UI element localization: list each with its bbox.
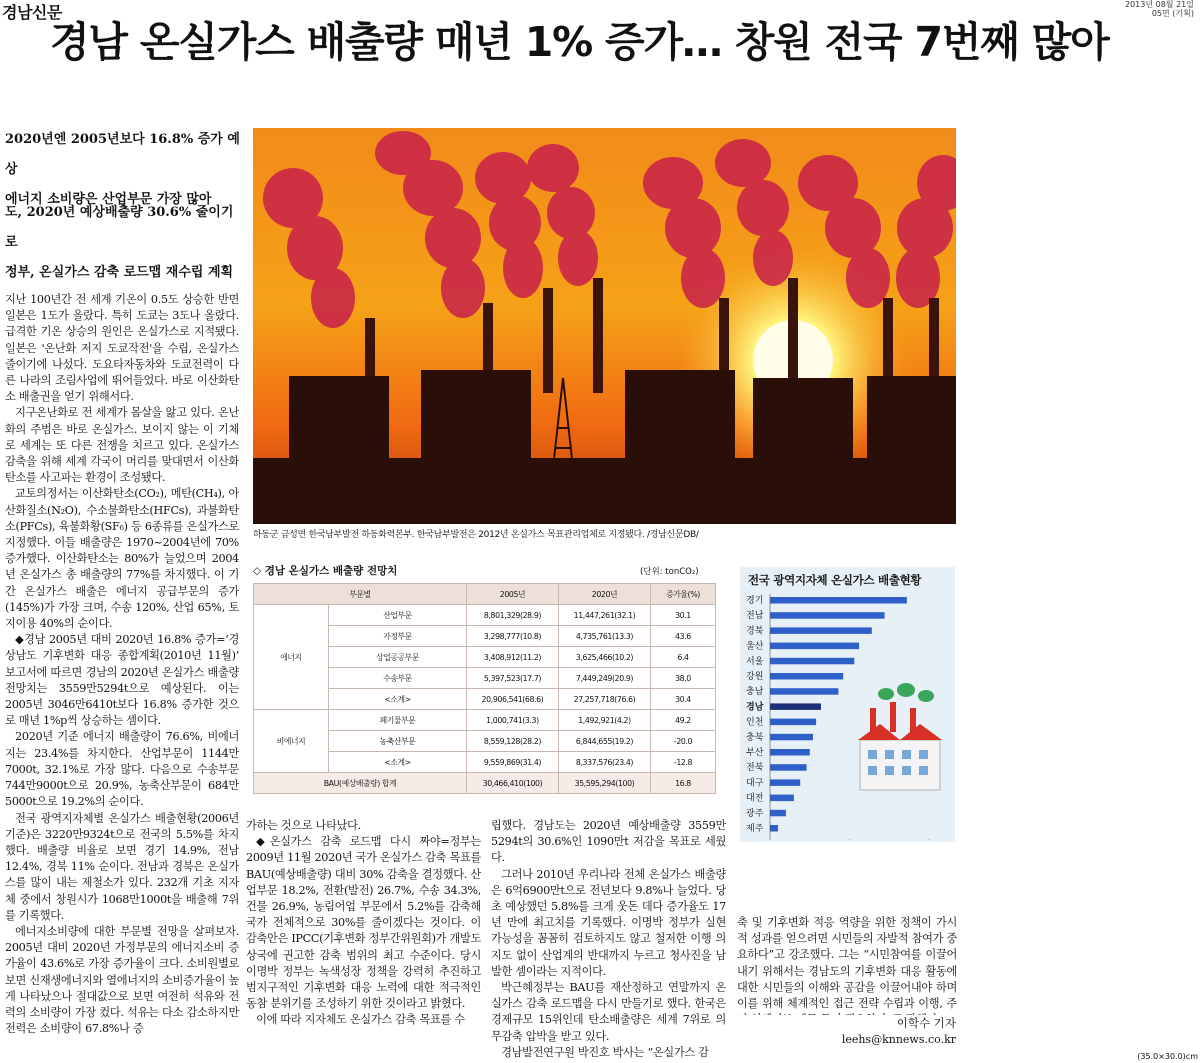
- table-cell: 30.1: [651, 605, 716, 626]
- table-cell: 8,559,128(28.2): [466, 731, 558, 752]
- table-cell: 5,397,523(17.7): [466, 668, 558, 689]
- chart-bar: [770, 643, 859, 650]
- chart-category-label: 전남: [746, 611, 764, 622]
- table-unit: (단위: tonCO₂): [640, 567, 699, 577]
- table-cell: 16.8: [651, 773, 716, 794]
- chart-category-label: 대구: [746, 778, 764, 789]
- power-plant-illustration: [253, 128, 956, 524]
- paragraph: 경남발전연구원 박진호 박사는 “온실가스 감: [501, 1045, 709, 1059]
- table-header: 부문별: [254, 584, 467, 605]
- paragraph: 축 및 기후변화 적응 역량을 위한 정책이 가시적 성과를 얻으려면 시민들의 자발적 참여가 중요하다”고 강조했다. 그는 “시민참여를 이끌어내기 위해서는 경남도의 기후변화 대응 활동에 대한 시민들의 이해와 공감을 이끌어내야 하며 이를 위해 체계적인 접근 전략 수립과 이행, 주: [737, 916, 957, 1011]
- date-line-date: 2013년 08월 21일: [1125, 0, 1194, 9]
- paragraph: ◆경남 2005년 대비 2020년 16.8% 증가=‘경상남도 기후변화 대응 종합계획(2010년 11월)’ 보고서에 따르면 경남의 2020년 온실가스 배출량 전망치는 3559만5294t으로 예상된다. 이는 2005년 3046만6410t보다 16.8% 증가한 것으로 매년 1%p씩 상승하는 셈이다.: [5, 633, 239, 728]
- subhead-3: 도, 2020년 예상배출량 30.6% 줄이기로: [5, 205, 234, 250]
- paragraph: 2020년 기준 에너지 배출량이 76.6%, 비에너지는 23.4%를 차지한다. 산업부문이 1144만7000t, 32.1%로 가장 많다. 다음으로 수송부문 744만9000t으로 20.9%, 농축산부문이 684만5000t으로 19.2%의 순이다.: [5, 730, 239, 809]
- table-total-row: [254, 773, 716, 794]
- chart-bar: [770, 810, 786, 817]
- article-column-3: [491, 818, 726, 1063]
- table-cell: 수송부문: [329, 668, 467, 689]
- page-scale: (35.0×30.0)cm: [1137, 1052, 1198, 1061]
- paragraph: 가하는 것으로 나타났다.: [246, 819, 361, 832]
- chart-category-label: 울산: [746, 641, 764, 652]
- paragraph: 박근혜정부는 BAU를 재산정하고 연말까지 온실가스 감축 로드맵을 다시 만들기로 했다. 한국은 경제규모 15위인데 탄소배출량은 세계 7위로 의무감축 압박을 받고 있다.: [491, 981, 726, 1043]
- table-cell: 1,000,741(3.3): [466, 710, 558, 731]
- chart-category-label: 대전: [746, 793, 764, 804]
- article-column-1: [5, 292, 239, 1062]
- masthead: 경남신문: [2, 3, 62, 22]
- table-cell: <소계>: [329, 689, 467, 710]
- chart-category-label: 강원: [746, 672, 764, 682]
- reporter-email: leehs@knnews.co.kr: [841, 1033, 956, 1046]
- paragraph: 교토의정서는 이산화탄소(CO₂), 메탄(CH₄), 아산화질소(N₂O), 수소불화탄소(HFCs), 과불화탄소(PFCs), 육불화황(SF₆) 등 6종류를 온실가스로 지정했다. 이들 배출량은 1970~2004년에 70% 증가했다. 이산화탄소는 80%가 늘었으며 2004년 온실가스 총 배출량의 77%를 차지했다. 이 기간 온실가스 배출은 에너지 공급부문의 증가(145%)가 가장 크며, 수송 120%, 산업 65%, 토지이용 40%의 순이다.: [5, 487, 239, 631]
- paragraph: 전국 광역지자체별 온실가스 배출현황(2006년 기준)은 3220만9324t으로 전국의 5.5%를 차지했다. 배출량 비율로 보면 경기 14.9%, 전남 12.4%, 경북 11% 순이다. 전남과 경북은 온실가스를 많이 내는 제철소가 있다. 232개 기초 지자체 중에서 창원시가 1068만1000t을 배출해 7위를 기록했다.: [5, 811, 239, 922]
- table-header: 2005년: [466, 584, 558, 605]
- chart-bar: [770, 825, 778, 832]
- subhead-4: 정부, 온실가스 감축 로드맵 재수립 계획: [5, 265, 234, 280]
- table-group-label: 에너지: [254, 605, 329, 710]
- table-cell: 49.2: [651, 710, 716, 731]
- table-cell: 43.6: [651, 626, 716, 647]
- date-line-page: 05면 (기획): [1151, 9, 1194, 18]
- chart-bar: [770, 658, 854, 665]
- paragraph: 이에 따라 지자체도 온실가스 감축 목표를 수: [256, 1013, 465, 1027]
- table-cell: 폐기물부문: [329, 710, 467, 731]
- chart-bar: [770, 688, 838, 695]
- chart-bar: [770, 627, 872, 634]
- power-plant-photo: [253, 128, 956, 524]
- chart-category-label: 인천: [746, 717, 764, 728]
- table-header: 2020년: [558, 584, 650, 605]
- chart-category-label: 서울: [746, 656, 764, 667]
- table-cell: BAU(예상배출량) 합계: [254, 773, 467, 794]
- paragraph: 에너지소비량에 대한 부문별 전망을 살펴보자. 2005년 대비 2020년 가정부문의 에너지소비 증가율이 43.6%로 가장 증가율이 크다. 소비원별로 보면 신재생에너지와 열에너지의 소비증가율이 높게 나타났으나 절대값으로 보면 여전히 석유와 전력의 소비량이 가장 컸다. 석유는 다소 감소하지만 전력은 소비량이 67.8%나 증: [5, 924, 239, 1036]
- table-cell: 9,559,869(31.4): [466, 752, 558, 773]
- table-cell: 8,801,329(28.9): [466, 605, 558, 626]
- photo-caption: 하동군 금성면 한국남부발전 하동화력본부. 한국남부발전은 2012년 온실가스 목표관리업체로 지정됐다. /경남신문DB/: [253, 530, 699, 540]
- subhead-2: 에너지 소비량은 산업부문 가장 많아: [5, 192, 212, 207]
- chart-bar: [770, 719, 816, 726]
- table-cell: 30.4: [651, 689, 716, 710]
- subhead-1: 2020년엔 2005년보다 16.8% 증가 예상: [5, 132, 240, 177]
- chart-category-label: 충북: [746, 732, 764, 743]
- table-cell: 20,906,541(68.6): [466, 689, 558, 710]
- table-cell: 4,735,761(13.3): [558, 626, 650, 647]
- chart-category-label: 제주: [746, 824, 764, 834]
- chart-category-label: 전북: [746, 763, 764, 774]
- chart-bar: [770, 779, 800, 786]
- chart-category-label: 경북: [746, 626, 764, 637]
- chart-bar: [770, 612, 885, 619]
- article-column-2: [246, 818, 481, 1063]
- chart-category-label: 경기: [746, 596, 764, 606]
- article-column-4: [737, 915, 957, 1015]
- chart-bar: [770, 749, 810, 756]
- paragraph: 지구온난화로 전 세계가 몸살을 앓고 있다. 온난화의 주범은 바로 온실가스. 보이지 않는 이 기체로 세계는 또 다른 전쟁을 치르고 있다. 온실가스 감축을 위해 세계 각국이 머리를 맞대면서 이산화탄소를 사고파는 환경이 조성됐다.: [5, 406, 239, 485]
- table-cell: <소계>: [329, 752, 467, 773]
- table-cell: 가정부문: [329, 626, 467, 647]
- table-cell: 27,257,718(76.6): [558, 689, 650, 710]
- chart-title: 전국 광역지자체 온실가스 배출현황: [748, 573, 922, 587]
- chart-category-label: 광주: [746, 808, 764, 819]
- table-cell: -12.8: [651, 752, 716, 773]
- table-cell: 1,492,921(4.2): [558, 710, 650, 731]
- chart-category-label: 충남: [746, 687, 764, 698]
- chart-bar: [770, 764, 807, 771]
- table-cell: 30,466,410(100): [466, 773, 558, 794]
- chart-bar: [770, 703, 821, 710]
- chart-bar: [770, 673, 843, 680]
- table-header-row: [254, 584, 716, 605]
- table-group-label: 비에너지: [254, 710, 329, 773]
- table-cell: 3,408,912(11.2): [466, 647, 558, 668]
- chart-bar: [770, 734, 813, 741]
- table-cell: 3,625,466(10.2): [558, 647, 650, 668]
- table-header: 증가율(%): [651, 584, 716, 605]
- reporter-name: 이학수 기자: [896, 1016, 956, 1030]
- table-cell: 상업공공부문: [329, 647, 467, 668]
- chart-category-label: 부산: [746, 748, 764, 758]
- table-cell: 산업부문: [329, 605, 467, 626]
- table-cell: 11,447,261(32.1): [558, 605, 650, 626]
- table-cell: 6,844,655(19.2): [558, 731, 650, 752]
- headline: 경남 온실가스 배출량 매년 1% 증가… 창원 전국 7번째 많아: [50, 18, 1109, 66]
- table-cell: 3,298,777(10.8): [466, 626, 558, 647]
- table-cell: -20.0: [651, 731, 716, 752]
- table-cell: 농축산부문: [329, 731, 467, 752]
- table-title: ◇ 경남 온실가스 배출량 전망치: [253, 565, 398, 577]
- paragraph: 그러나 2010년 우리나라 전체 온실가스 배출량은 6억6900만t으로 전년보다 9.8%나 늘었다. 당초 예상했던 5.8%를 크게 웃돈 데다 증가율도 17년 만에 최고치를 기록했다. 이명박 정부가 실현 가능성을 꼼꼼히 검토하지도 않고 철저한 이행 의지도 없이 산업계의 반대까지 누르고 청사진을 남발한 셈이라는 지적이다.: [491, 867, 726, 978]
- table-row: [254, 710, 716, 731]
- table-cell: 6.4: [651, 647, 716, 668]
- paragraph: 립했다. 경남도는 2020년 예상배출량 3559만5294t의 30.6%인 1090만t 저감을 목표로 세웠다.: [491, 819, 726, 865]
- table-cell: 7,449,249(20.9): [558, 668, 650, 689]
- factory-icon: [858, 683, 942, 790]
- chart-bar: [770, 597, 907, 604]
- emission-bar-chart: [740, 590, 955, 840]
- table-cell: 8,337,576(23.4): [558, 752, 650, 773]
- table-cell: 38.0: [651, 668, 716, 689]
- table-row: [254, 605, 716, 626]
- paragraph: ◆온실가스 감축 로드맵 다시 짜야=정부는 2009년 11월 2020년 국가 온실가스 감축 목표를 BAU(예상배출량) 대비 30% 감축을 결정했다. 산업부문 18.2%, 전환(발전) 26.7%, 수송 34.3%, 건물 26.9%, 농림어업 부문에서 5.2%를 감축해 국가 전체적으로 30%를 줄이겠다는 것이다. 이 감축안은 IPCC(기후변화 정부간위원회)가 개발도상국에 권고한 감축 범위의 최고 수준이다. 당시 이명박 정부는 녹색성장 정책을 강력히 추진하고 범지구적인 기후변화 대응 노력에 대한 적극적인 동참 분위기를 조성하기 위한 것이라고 밝혔다.: [246, 835, 481, 1011]
- emission-table: [253, 583, 716, 794]
- table-cell: 35,595,294(100): [558, 773, 650, 794]
- subhead-group-2: [5, 198, 245, 288]
- chart-category-label: 경남: [746, 702, 764, 713]
- paragraph: 지난 100년간 전 세계 기온이 0.5도 상승한 반면 일본은 1도가 올랐다. 특히 도쿄는 3도나 올랐다. 급격한 기온 상승의 원인은 온실가스로 지적됐다. 일본은 '온난화 저지 도쿄작전'을 수립, 온실가스 줄이기에 나섰다. 도요타자동차와 도쿄전력이 다른 나라의 조림사업에 뛰어들었다. 바로 이산화탄소 배출권을 얻기 위해서다.: [5, 293, 239, 404]
- chart-bar: [770, 795, 794, 802]
